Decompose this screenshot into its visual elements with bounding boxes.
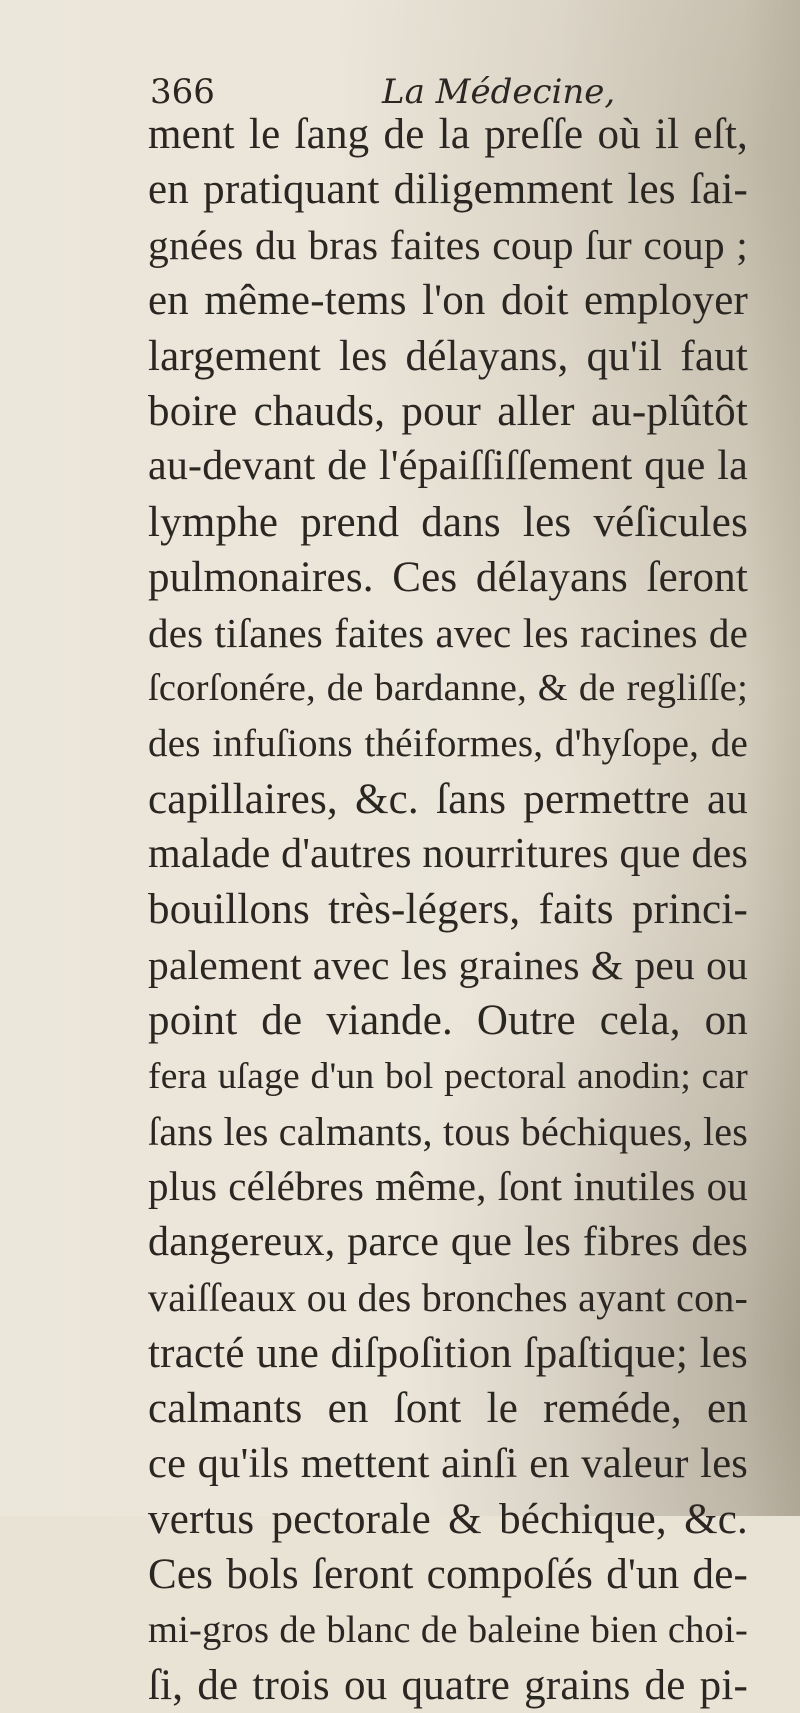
text-line: ſcorſonére, de bardanne, & de regliſſe; — [148, 666, 748, 709]
text-line: vertus pectorale & béchique, &c. — [148, 1495, 748, 1543]
text-line: des infuſions théiformes, d'hyſope, de — [148, 722, 748, 766]
body-text — [148, 107, 748, 1713]
text-line: pulmonaires. Ces délayans ſeront — [148, 554, 748, 602]
text-line: malade d'autres nourritures que des — [148, 831, 749, 878]
text-line: bouillons très-légers, faits princi- — [148, 886, 748, 934]
text-line: capillaires, &c. ſans permettre au — [148, 775, 748, 823]
text-line: vaiſſeaux ou des bronches ayant con- — [148, 1275, 748, 1321]
text-line: lymphe prend dans les véſicules — [148, 498, 748, 546]
text-line: mi-gros de blanc de baleine bien choi- — [148, 1608, 748, 1651]
text-line: palement avec les graines & peu ou — [148, 941, 748, 988]
running-title: La Médecine, — [382, 72, 616, 112]
text-line: tracté une diſpoſition ſpaſtique; les — [148, 1329, 748, 1377]
text-line: point de viande. Outre cela, on — [148, 997, 748, 1045]
text-line: calmants en ſont le reméde, en — [148, 1384, 748, 1432]
text-line: ment le ſang de la preſſe où il eſt, — [148, 111, 748, 158]
text-line: des tiſanes faites avec les racines de — [148, 609, 748, 656]
text-line: boire chauds, pour aller au-plûtôt — [148, 387, 748, 435]
text-line: ſi, de trois ou quatre grains de pi- — [148, 1661, 748, 1709]
text-line: dangereux, parce que les fibres des — [148, 1218, 748, 1265]
text-line: en pratiquant diligemment les ſai- — [148, 166, 748, 214]
text-line: largement les délayans, qu'il faut — [148, 332, 748, 380]
page-number: 366 — [150, 72, 215, 112]
text-line: au-devant de l'épaiſſiſſement que la — [148, 443, 748, 490]
text-line: gnées du bras faites coup ſur coup ; — [148, 221, 748, 268]
text-line: fera uſage d'un bol pectoral anodin; car — [148, 1055, 748, 1097]
text-line: ce qu'ils mettent ainſi en valeur les — [148, 1440, 748, 1488]
text-line: plus célébres même, ſont inutiles ou — [148, 1163, 748, 1210]
text-line: Ces bols ſeront compoſés d'un de- — [148, 1551, 748, 1599]
text-line: en même-tems l'on doit employer — [148, 277, 748, 325]
text-line: ſans les calmants, tous béchiques, les — [148, 1109, 748, 1155]
